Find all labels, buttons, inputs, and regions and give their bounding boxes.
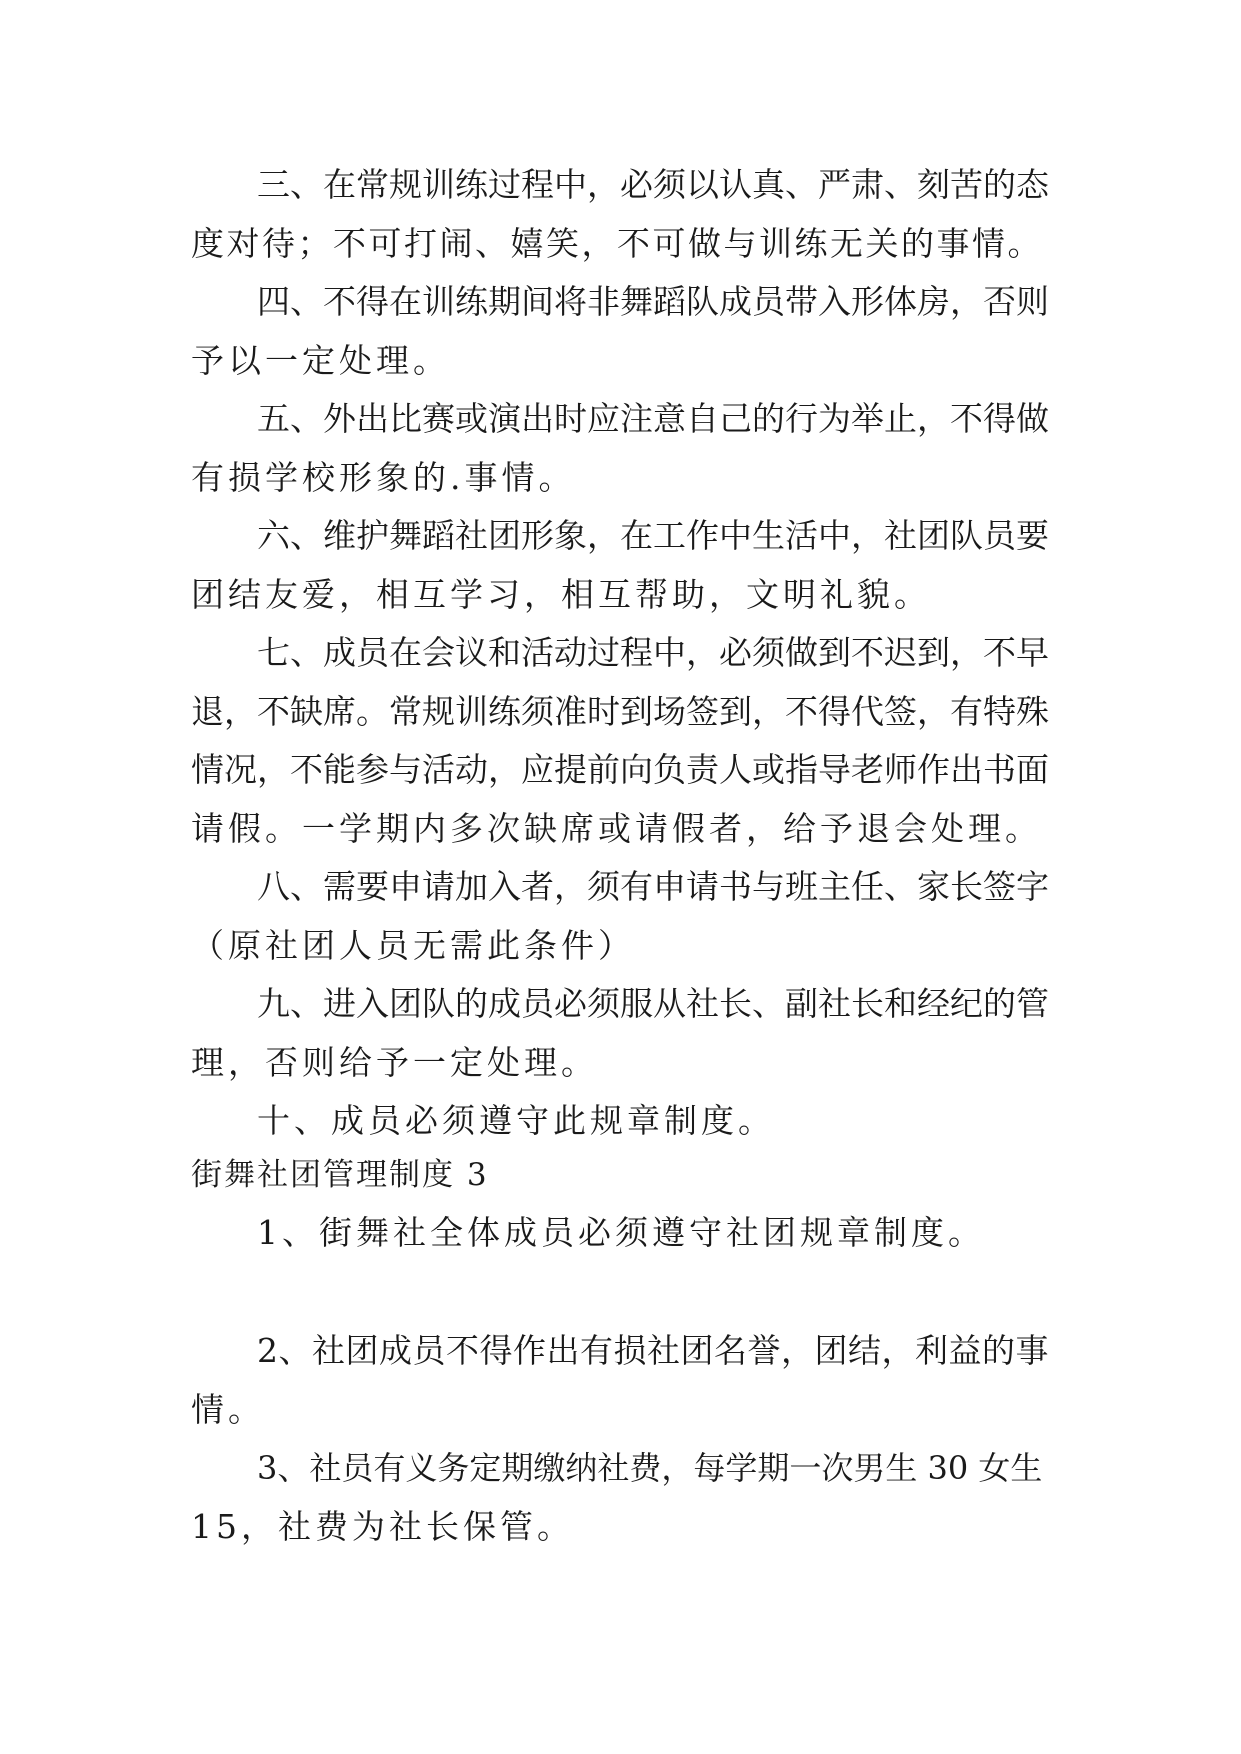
paragraph-10-line-1: 十、成员必须遵守此规章制度。: [257, 1101, 775, 1140]
paragraph-7-line-2: 退，不缺席。常规训练须准时到场签到，不得代签，有特殊: [191, 692, 1049, 731]
section-heading: 街舞社团管理制度 3: [191, 1157, 489, 1193]
section-paragraph-2-line-1: 2、社团成员不得作出有损社团名誉，团结，利益的事: [257, 1331, 1049, 1370]
paragraph-6-line-2: 团结友爱，相互学习，相互帮助，文明礼貌。: [191, 575, 931, 614]
paragraph-4-line-2: 予以一定处理。: [191, 341, 450, 380]
section-paragraph-3-line-2: 15，社费为社长保管。: [191, 1507, 574, 1546]
paragraph-7-line-3: 情况，不能参与活动，应提前向负责人或指导老师作出书面: [191, 750, 1049, 789]
paragraph-6-line-1: 六、维护舞蹈社团形象，在工作中生活中，社团队员要: [257, 516, 1049, 555]
document-page: [191, 0, 1051, 1754]
paragraph-7-line-1: 七、成员在会议和活动过程中，必须做到不迟到，不早: [257, 633, 1049, 672]
paragraph-9-line-1: 九、进入团队的成员必须服从社长、副社长和经纪的管: [257, 984, 1049, 1023]
section-paragraph-2-line-2: 情。: [191, 1390, 265, 1429]
paragraph-7-line-4: 请假。一学期内多次缺席或请假者，给予退会处理。: [191, 809, 1042, 848]
paragraph-8-line-2: （原社团人员无需此条件）: [191, 926, 635, 965]
paragraph-3-line-2: 度对待；不可打闹、嬉笑，不可做与训练无关的事情。: [191, 224, 1043, 263]
paragraph-8-line-1: 八、需要申请加入者，须有申请书与班主任、家长签字: [257, 867, 1049, 906]
section-paragraph-1-line-1: 1、街舞社全体成员必须遵守社团规章制度。: [257, 1213, 985, 1252]
paragraph-9-line-2: 理，否则给予一定处理。: [191, 1043, 598, 1082]
paragraph-5-line-1: 五、外出比赛或演出时应注意自己的行为举止，不得做: [257, 399, 1049, 438]
paragraph-5-line-2: 有损学校形象的.事情。: [191, 458, 576, 497]
paragraph-3-line-1: 三、在常规训练过程中，必须以认真、严肃、刻苦的态: [257, 165, 1049, 204]
paragraph-4-line-1: 四、不得在训练期间将非舞蹈队成员带入形体房，否则: [257, 282, 1049, 321]
section-paragraph-3-line-1: 3、社员有义务定期缴纳社费，每学期一次男生 30 女生: [257, 1449, 1043, 1487]
